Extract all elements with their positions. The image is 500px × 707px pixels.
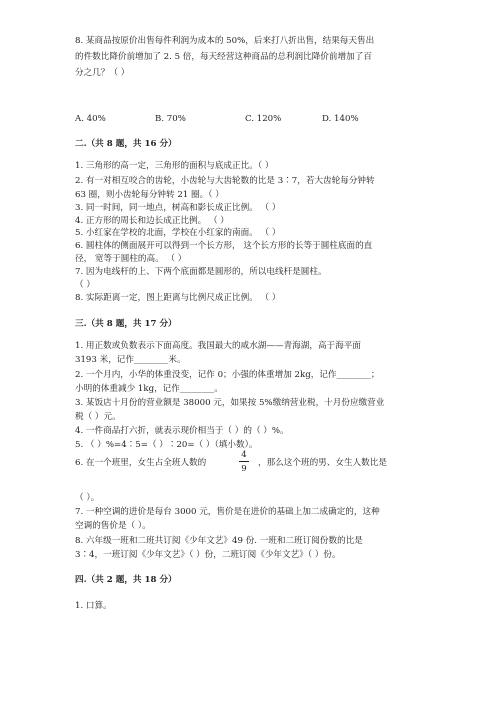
q8-option-d: D. 140% — [322, 114, 359, 124]
s2-line: 2. 有一对相互咬合的齿轮，小齿轮与大齿轮数的比是 3∶7，若大齿轮每分钟转 — [75, 176, 375, 186]
s3-line: 税（ ）元。 — [75, 412, 121, 422]
s3-line: 3. 某饭店十月份的营业额是 38000 元，如果按 5%缴纳营业税，十月份应缴营业 — [75, 398, 385, 408]
s3-line: 3193 米，记作________米。 — [75, 355, 186, 365]
s2-line: 1. 三角形的高一定，三角形的面积与底成正比。（ ） — [75, 161, 274, 171]
q6-fraction-denominator: 9 — [241, 464, 247, 474]
q8-stem-line-3: 分之几？（ ） — [75, 68, 130, 78]
s3-line: 7. 一种空调的进价是每台 3000 元，售价是在进价的基础上加二成确定的，这种 — [75, 507, 380, 517]
section-3-heading: 三.（共 8 题，共 17 分） — [75, 319, 177, 329]
s2-line: 6. 圆柱体的侧面展开可以得到一个长方形， 这个长方形的长等于圆柱底面的直 — [75, 241, 373, 251]
s2-line: 径， 宽等于圆柱的高。 （ ） — [75, 254, 187, 264]
q8-stem-line-2: 的件数比降价前增加了 2. 5 倍，每天经营这种商品的总利润比降价前增加了百 — [75, 52, 372, 62]
s3-q6-after: ，那么这个班的男、女生人数比是 — [258, 458, 387, 468]
q8-option-b: B. 70% — [155, 114, 186, 124]
s3-line: 8. 六年级一班和二班共订阅《少年文艺》49 份. 一班和二班订阅份数的比是 — [75, 536, 363, 546]
s2-line: 4. 正方形的周长和边长成正比例。 （ ） — [75, 216, 229, 226]
s3-line: 3∶4，一班订阅《少年文艺》（ ）份，二班订阅《少年文艺》（ ）份。 — [75, 550, 341, 560]
s2-line: 7. 因为电线杆的上、下两个底面都是圆形的，所以电线杆是圆柱。 — [75, 267, 327, 277]
s3-q6-before: 6. 在一个班里，女生占全班人数的 — [75, 458, 207, 468]
q8-option-c: C. 120% — [245, 114, 282, 124]
section-2-heading: 二.（共 8 题，共 16 分） — [75, 139, 177, 149]
s3-line: 空调的售价是（ ）。 — [75, 521, 151, 531]
s3-line: 2. 一个月内，小华的体重没变，记作 0；小强的体重增加 2kg，记作________； — [75, 370, 380, 380]
s2-line: 3. 同一时间，同一地点，树高和影长成正比例。 （ ） — [75, 203, 281, 213]
s2-line: 5. 小红家在学校的北面，学校在小红家的南面。 （ ） — [75, 228, 281, 238]
s2-line: 63 圈，则小齿轮每分钟转 21 圈。（ ） — [75, 190, 224, 200]
section-4-heading: 四.（共 2 题，共 18 分） — [75, 575, 177, 585]
s2-line: 8. 实际距离一定，图上距离与比例尺成正比例。 （ ） — [75, 293, 281, 303]
q6-fraction-numerator: 4 — [241, 450, 247, 460]
q8-option-a: A. 40% — [75, 114, 106, 124]
s3-q6-blank: （ ）。 — [75, 493, 100, 503]
s3-line: 5. （ ）%=4∶5=（ ）∶20=（ ）（填小数）。 — [75, 440, 258, 450]
s2-line: （ ） — [75, 280, 95, 290]
s3-line: 4. 一件商品打六折，就表示现价相当于（ ）的（ ）%。 — [75, 426, 289, 436]
s3-line: 小明的体重减少 1kg，记作________。 — [75, 384, 223, 394]
q8-stem-line-1: 8. 某商品按原价出售每件利润为成本的 50%，后来打八折出售，结果每天售出 — [75, 36, 375, 46]
q6-fraction-bar — [239, 461, 249, 462]
s3-line: 1. 用正数或负数表示下面高度。我国最大的咸水湖——青海湖，高于海平面 — [75, 341, 361, 351]
s4-line: 1. 口算。 — [75, 601, 112, 611]
